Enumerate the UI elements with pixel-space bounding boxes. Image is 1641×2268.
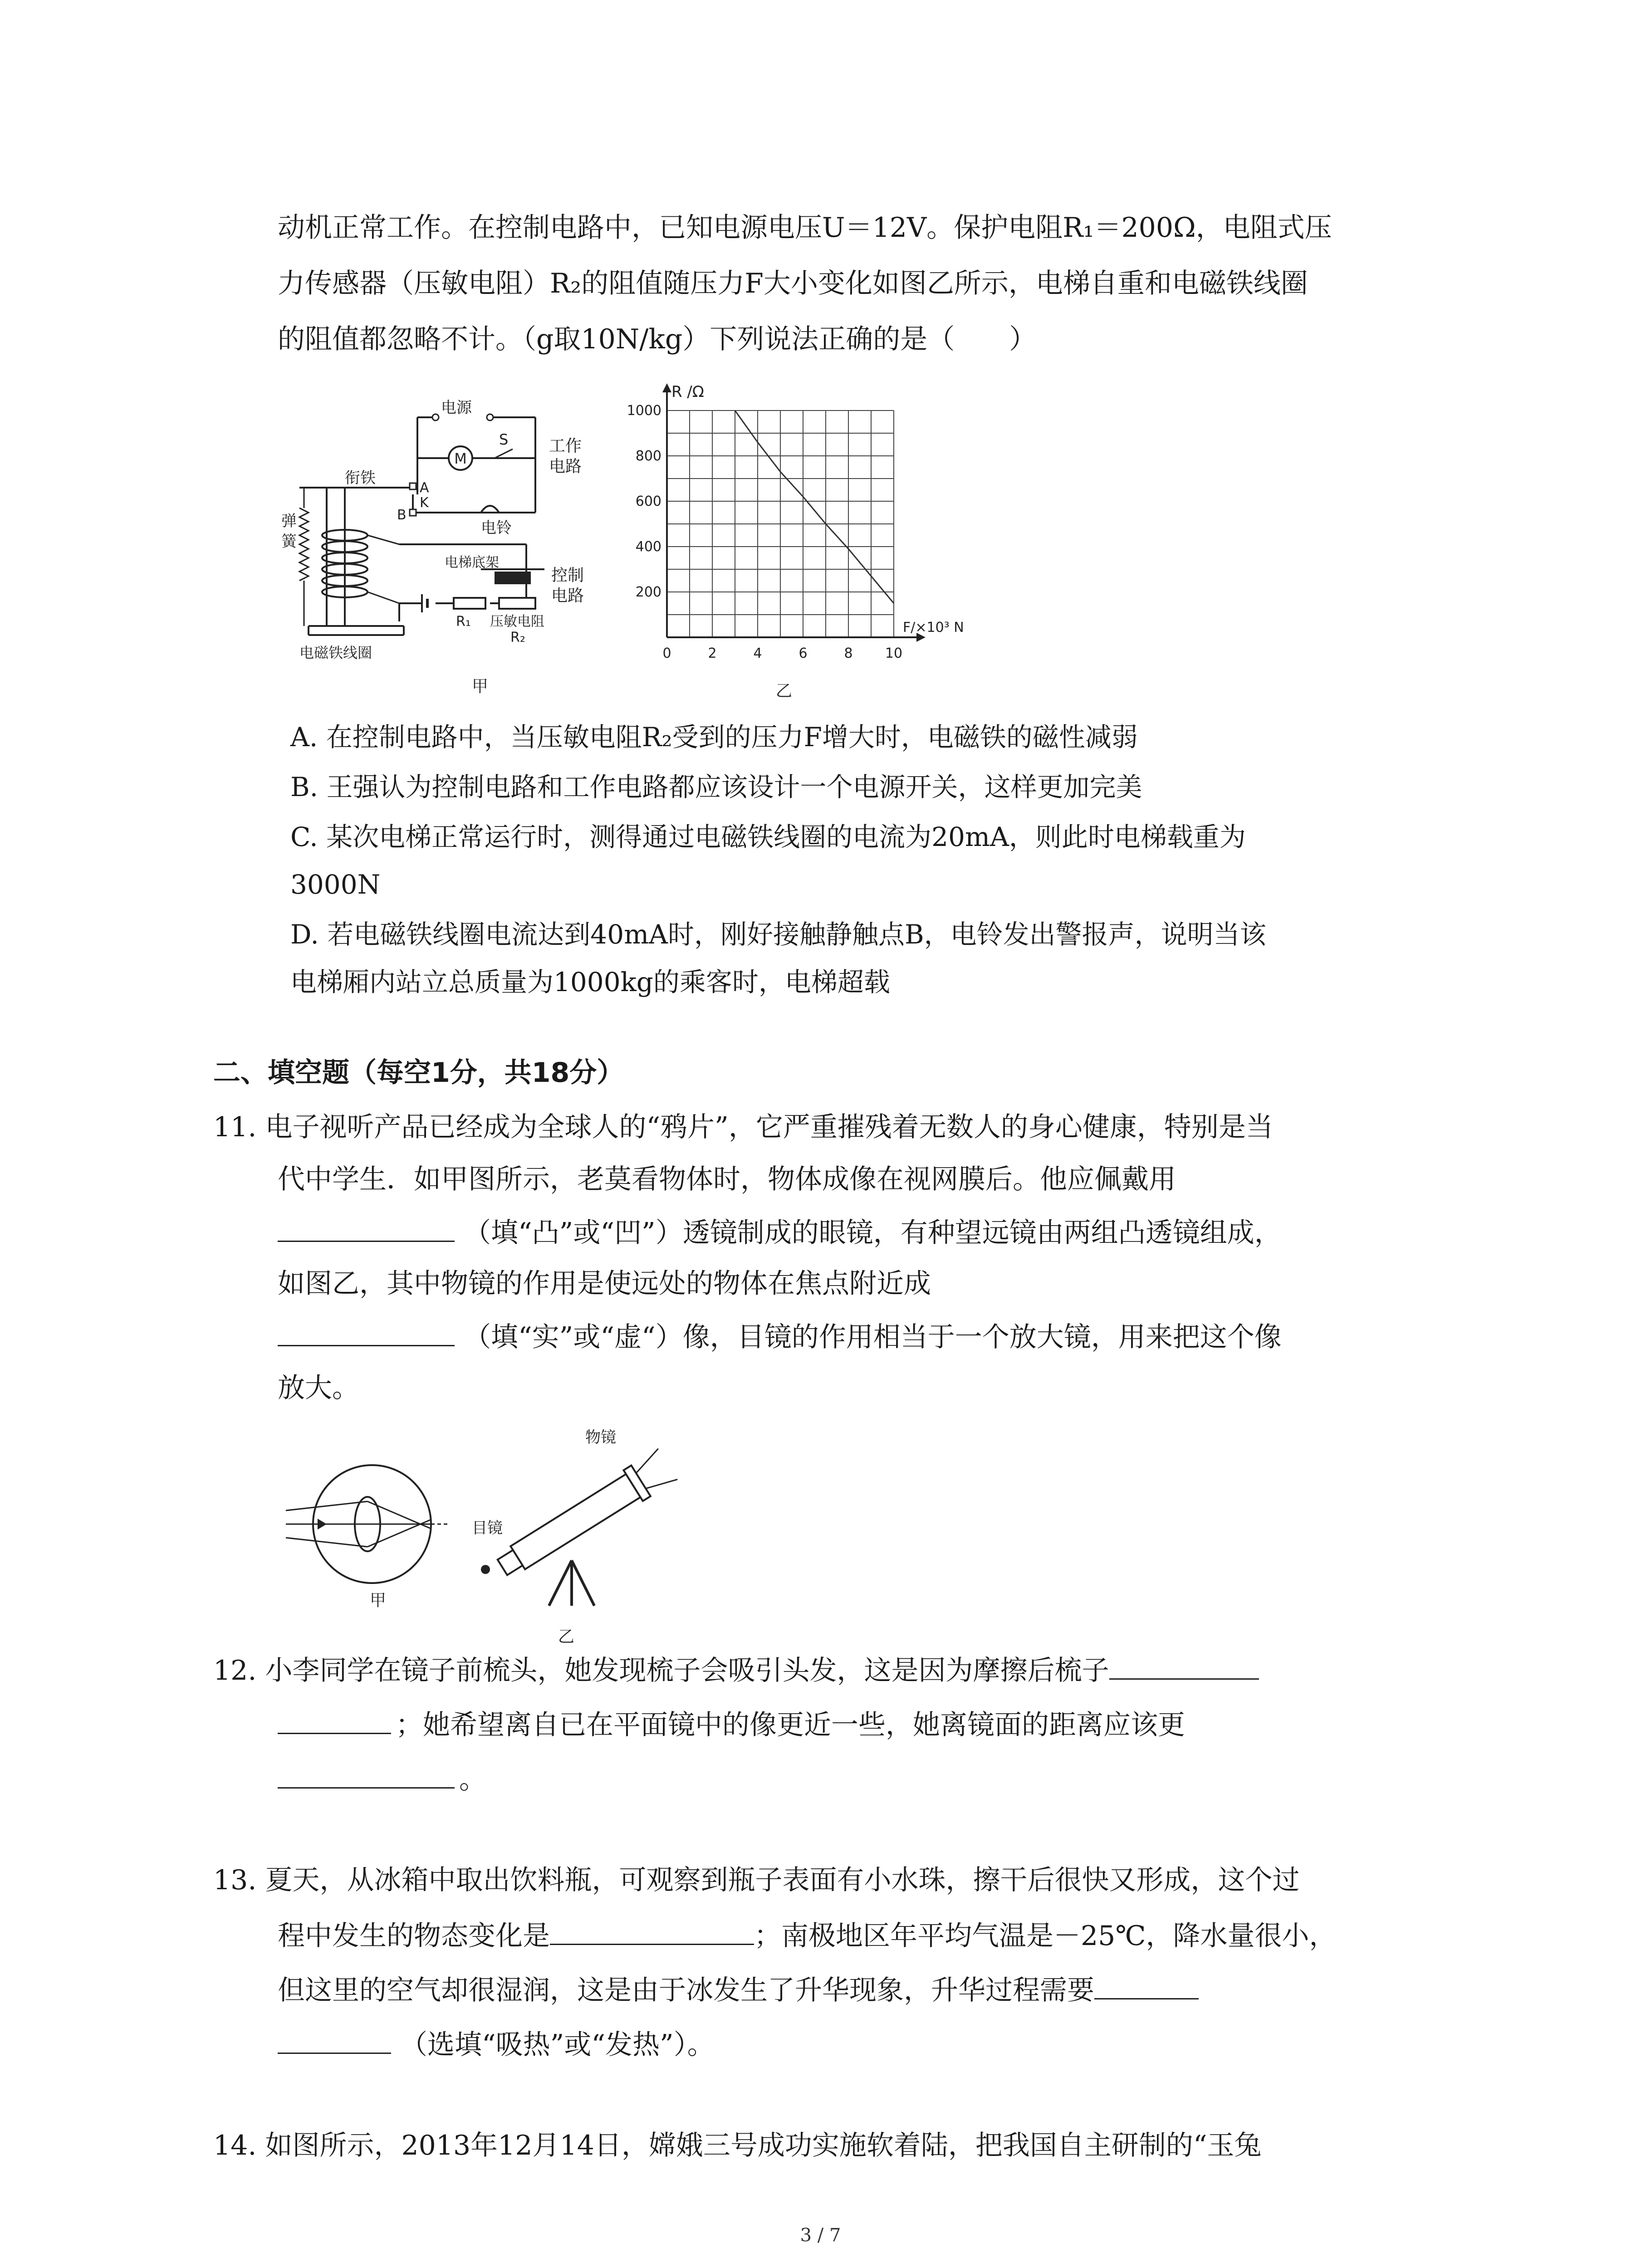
- telescope-diagram: [472, 1424, 671, 1646]
- figure-b-caption: 乙: [776, 682, 793, 700]
- answer-blank[interactable]: [550, 1916, 754, 1945]
- q10-line-3: 的阻值都忽略不计。（g取10N/kg）下列说法正确的是（ ）: [278, 323, 1037, 355]
- pressure-resistor-label: 压敏电阻: [490, 614, 544, 630]
- spring-label-1: 弹: [281, 512, 297, 530]
- q12-line-1-text: 12. 小李同学在镜子前梳头，她发现梳子会吸引头发，这是因为摩擦后梳子: [213, 1655, 1109, 1686]
- x-tick-label: 0: [662, 645, 671, 661]
- y-tick-label: 600: [635, 494, 661, 509]
- q11-line-2: 代中学生．如甲图所示，老莫看物体时，物体成像在视网膜后。他应佩戴用: [278, 1163, 1176, 1195]
- answer-blank[interactable]: [278, 1318, 455, 1346]
- q12-line-2: [278, 1706, 1185, 1743]
- y-tick-label: 400: [635, 539, 661, 555]
- work-circuit-label-1: 工作: [549, 437, 582, 455]
- answer-blank[interactable]: [1109, 1651, 1259, 1680]
- motor-label: M: [454, 450, 467, 467]
- q11-line-4: 如图乙，其中物镜的作用是使远处的物体在焦点附近成: [278, 1268, 931, 1300]
- q13-line-3-text: 但这里的空气却很湿润，这是由于冰发生了升华现象，升华过程需要: [278, 1975, 1094, 2006]
- telescope-caption: 乙: [558, 1628, 575, 1646]
- option-d-line-1: D. 若电磁铁线圈电流达到40mA时，刚好接触静触点B，电铃发出警报声，说明当该: [290, 919, 1266, 950]
- answer-blank[interactable]: [1094, 1971, 1199, 1999]
- armature-label: 衔铁: [345, 469, 376, 487]
- elevator-base-label: 电梯底架: [445, 555, 499, 571]
- q13-line-2-text-b: ；南极地区年平均气温是－25℃，降水量很小，: [754, 1920, 1337, 1952]
- page-number: 3 / 7: [800, 2225, 841, 2246]
- contact-b-label: B: [397, 507, 407, 523]
- r2-label: R₂: [510, 630, 525, 645]
- q13-line-2-text-a: 程中发生的物态变化是: [278, 1920, 550, 1952]
- power-label: 电源: [441, 399, 472, 417]
- y-axis-arrow: [662, 383, 671, 392]
- eye-caption: 甲: [370, 1591, 387, 1610]
- q13-line-4: [278, 2025, 715, 2063]
- answer-blank[interactable]: [278, 1760, 455, 1789]
- answer-blank[interactable]: [278, 1213, 455, 1242]
- switch-label: S: [499, 431, 509, 448]
- eyepiece-label: 目镜: [472, 1519, 503, 1537]
- option-b: B. 王强认为控制电路和工作电路都应该设计一个电源开关，这样更加完美: [290, 772, 1142, 802]
- control-circuit-label-1: 控制: [551, 566, 584, 585]
- option-c-line-2: 3000N: [290, 869, 381, 900]
- q13-line-3: [278, 1971, 1199, 2009]
- q11-line-5-text: （填“实”或“虚“）像，目镜的作用相当于一个放大镜，用来把这个像: [464, 1321, 1282, 1353]
- section-2-heading: 二、填空题（每空1分，共18分）: [213, 1057, 624, 1089]
- y-tick-label: 200: [635, 584, 661, 600]
- y-tick-label: 1000: [627, 403, 661, 419]
- option-d-line-2: 电梯厢内站立总质量为1000kg的乘客时，电梯超载: [290, 967, 890, 997]
- work-circuit-label-2: 电路: [549, 457, 582, 476]
- objective-label: 物镜: [585, 1428, 616, 1447]
- coil-label: 电磁铁线圈: [299, 644, 372, 661]
- q11-line-5: [278, 1318, 1282, 1355]
- x-tick-label: 10: [885, 645, 903, 661]
- chart-x-label: F/×10³ N: [903, 620, 964, 635]
- q13-line-2: [278, 1916, 1336, 1954]
- spring-label-2: 簧: [281, 533, 297, 551]
- eye-diagram: [281, 1442, 472, 1617]
- contact-a-label: A: [420, 480, 429, 496]
- resistance-curve: [735, 411, 894, 603]
- q11-line-6: 放大。: [278, 1372, 359, 1404]
- q11-line-3-text: （填“凸”或“凹”）透镜制成的眼镜，有种望远镜由两组凸透镜组成，: [464, 1217, 1282, 1249]
- answer-blank[interactable]: [278, 1706, 391, 1734]
- resistance-force-chart: [627, 383, 1003, 712]
- q14-line-1: 14. 如图所示，2013年12月14日，嫦娥三号成功实施软着陆，把我国自主研制的“玉兔: [213, 2130, 1262, 2161]
- option-c-line-1: C. 某次电梯正常运行时，测得通过电磁铁线圈的电流为20mA，则此时电梯载重为: [290, 821, 1246, 852]
- q10-line-2: 力传感器（压敏电阻）R₂的阻值随压力F大小变化如图乙所示，电梯自重和电磁铁线圈: [278, 268, 1308, 299]
- q13-line-1: 13. 夏天，从冰箱中取出饮料瓶，可观察到瓶子表面有小水珠，擦干后很快又形成，这个过: [213, 1864, 1300, 1896]
- q11-line-1: 11. 电子视听产品已经成为全球人的“鸦片”，它严重摧残着无数人的身心健康，特别是当: [213, 1111, 1273, 1143]
- contact-k-label: K: [420, 495, 429, 511]
- x-tick-label: 8: [844, 645, 853, 661]
- figure-a-caption: 甲: [472, 677, 489, 696]
- circuit-diagram: [281, 390, 612, 700]
- q13-line-4-text: （选填“吸热”或“发热”）。: [400, 2029, 715, 2061]
- x-tick-label: 2: [708, 645, 717, 661]
- x-tick-label: 6: [798, 645, 808, 661]
- r1-label: R₁: [456, 614, 471, 630]
- q10-line-1: 动机正常工作。在控制电路中，已知电源电压U＝12V。保护电阻R₁＝200Ω，电阻式压: [278, 212, 1332, 244]
- chart-y-label: R /Ω: [671, 383, 704, 401]
- q12-line-3-text: 。: [459, 1764, 486, 1795]
- q11-line-3: [278, 1213, 1282, 1251]
- x-tick-label: 4: [753, 645, 762, 661]
- bell-label: 电铃: [481, 519, 512, 537]
- control-circuit-label-2: 电路: [551, 587, 584, 605]
- y-tick-label: 800: [635, 448, 661, 464]
- q12-line-1: [213, 1651, 1259, 1689]
- option-a: A. 在控制电路中，当压敏电阻R₂受到的压力F增大时，电磁铁的磁性减弱: [290, 722, 1138, 753]
- q12-line-2-text: ；她希望离自已在平面镜中的像更近一些，她离镜面的距离应该更: [396, 1709, 1185, 1741]
- q12-line-3: [278, 1760, 486, 1798]
- answer-blank[interactable]: [278, 2025, 391, 2054]
